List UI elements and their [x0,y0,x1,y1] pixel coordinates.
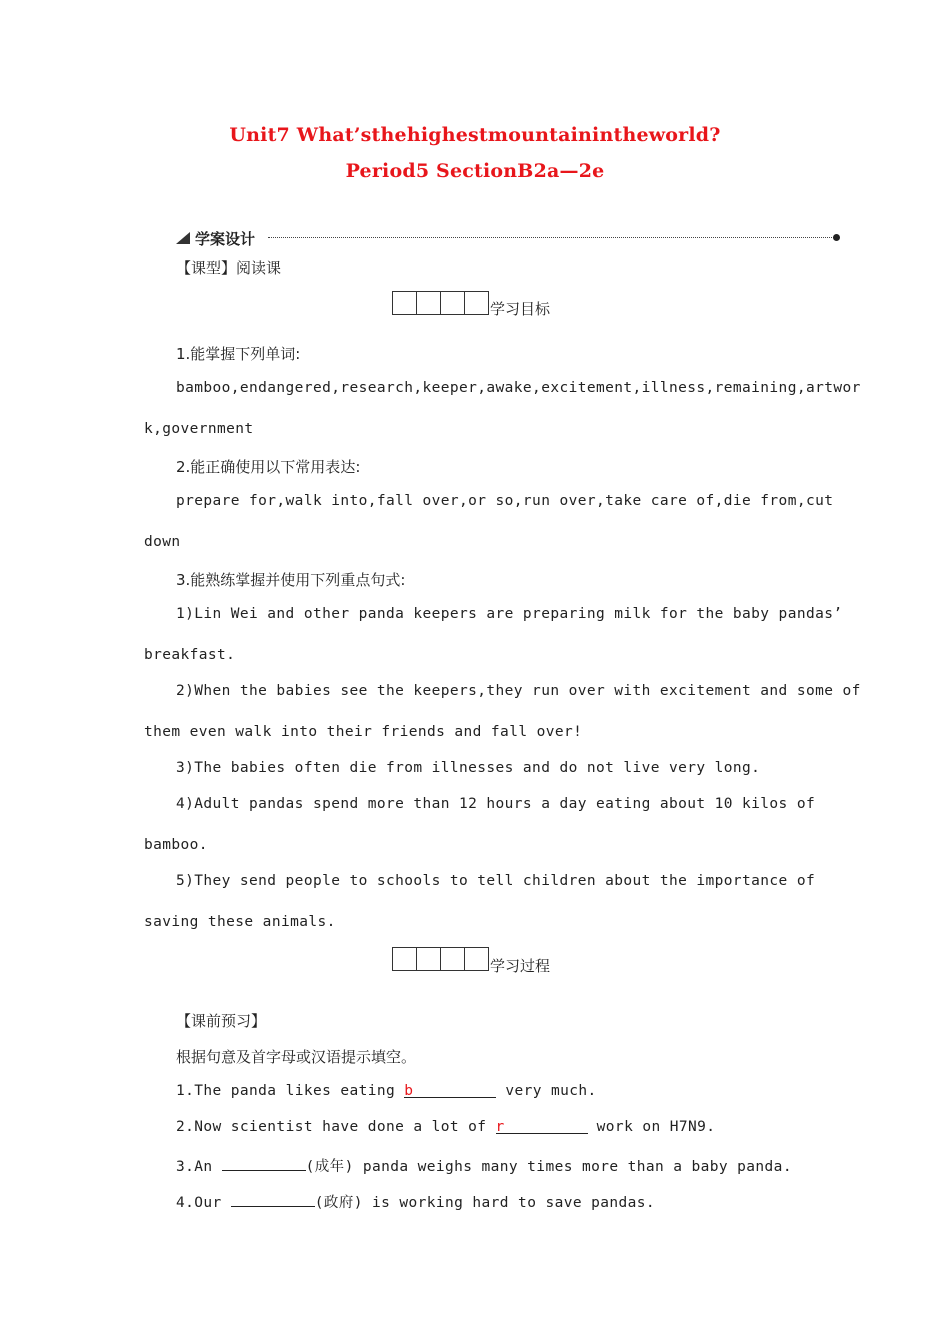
answer-blank-2[interactable]: r [496,1119,588,1134]
objectives-boxes [393,291,489,315]
section-header-label: 学案设计 [195,230,256,248]
question-2: 2.Now scientist have done a lot of r work on H7N9. [176,1119,716,1135]
answer-blank-1[interactable]: b [404,1083,496,1098]
lesson-type: 【课型】阅读课 [176,259,282,277]
period-title: Period5 SectionB2a—2e [345,160,605,182]
objective-1-label: 1.能掌握下列单词: [176,345,301,363]
question-1: 1.The panda likes eating b very much. [176,1083,597,1099]
sentence-5: 5)They send people to schools to tell children about the importance of [176,873,816,889]
sentence-5-cont: saving these animals. [144,914,336,930]
objective-2-phrases: prepare for,walk into,fall over,or so,run over,take care of,die from,cut [176,493,834,509]
answer-blank-3[interactable] [222,1156,306,1171]
objective-1-words-cont: k,government [144,421,254,437]
objective-1-words: bamboo,endangered,research,keeper,awake,excitement,illness,remaining,artwor [176,380,861,396]
process-heading: 学习过程 [490,957,551,975]
process-boxes [393,947,489,971]
objectives-heading: 学习目标 [490,300,551,318]
objective-2-label: 2.能正确使用以下常用表达: [176,458,361,476]
preview-heading: 【课前预习】 [176,1012,267,1030]
section-divider [268,237,836,238]
sentence-4: 4)Adult pandas spend more than 12 hours a day eating about 10 kilos of [176,796,816,812]
sentence-2: 2)When the babies see the keepers,they run over with excitement and some of [176,683,861,699]
sentence-1: 1)Lin Wei and other panda keepers are preparing milk for the baby pandas’ [176,606,843,622]
sentence-3: 3)The babies often die from illnesses and do not live very long. [176,760,761,776]
objective-3-label: 3.能熟练掌握并使用下列重点句式: [176,571,406,589]
question-3: 3.An (成年) panda weighs many times more than a baby panda. [176,1155,792,1176]
question-4: 4.Our (政府) is working hard to save pandas. [176,1191,655,1212]
divider-end-dot [833,234,840,241]
preview-instruction: 根据句意及首字母或汉语提示填空。 [176,1048,417,1066]
unit-title: Unit7 What’sthehighestmountainintheworld? [229,124,721,146]
sentence-4-cont: bamboo. [144,837,208,853]
triangle-icon [176,232,190,244]
answer-blank-4[interactable] [231,1192,315,1207]
sentence-1-cont: breakfast. [144,647,236,663]
sentence-2-cont: them even walk into their friends and fall over! [144,724,583,740]
objective-2-phrases-cont: down [144,534,181,550]
